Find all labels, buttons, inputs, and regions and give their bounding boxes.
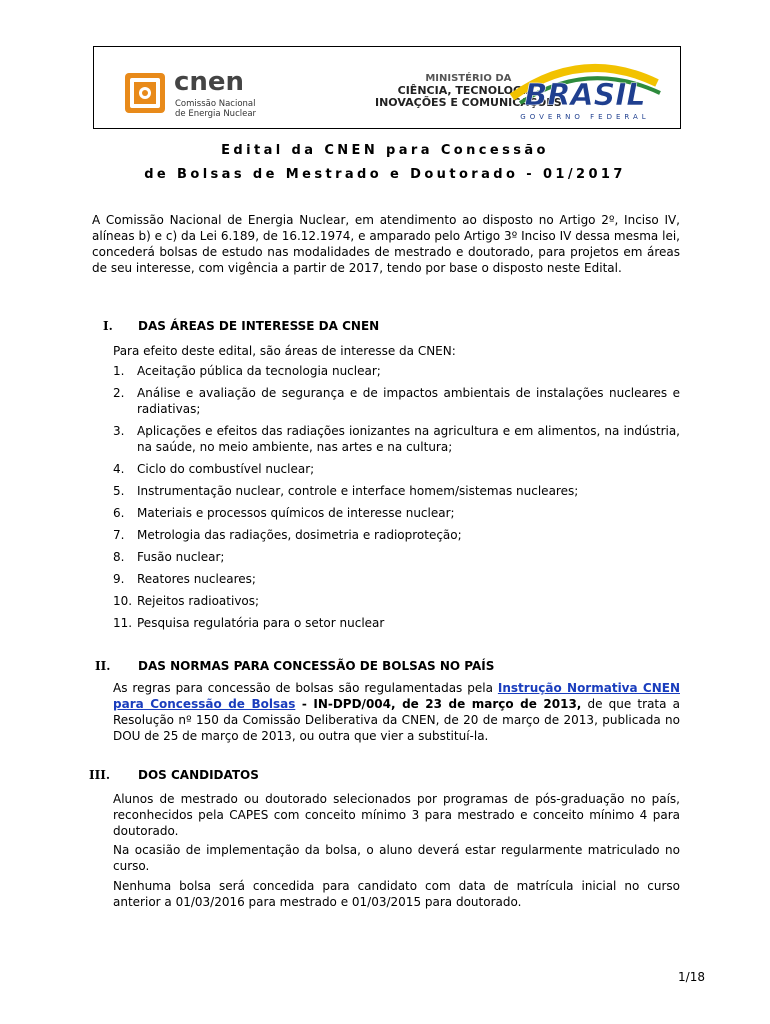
item-number: 4. — [113, 462, 125, 476]
ministry-line: CIÊNCIA, TECNOLOGIA, — [397, 84, 540, 97]
list-item — [113, 527, 680, 543]
item-text: Aplicações e efeitos das radiações ionizantes na agricultura e em alimentos, na indústria, na saúde, no meio ambiente, nas artes e na cultura; — [137, 424, 680, 454]
section-heading: DOS CANDIDATOS — [138, 768, 259, 782]
item-text: Reatores nucleares; — [137, 572, 256, 586]
section-lead: Para efeito deste edital, são áreas de interesse da CNEN: — [113, 344, 456, 358]
section-number: III. — [89, 768, 111, 782]
paragraph-bold-text: - IN-DPD/004, de 23 de março de 2013, — [295, 697, 582, 711]
brasil-logo-icon — [492, 53, 674, 125]
ministry-line: MINISTÉRIO DA — [425, 73, 512, 84]
list-item — [113, 363, 680, 379]
item-number: 11. — [113, 616, 133, 630]
document-title: de Bolsas de Mestrado e Doutorado - 01/2017 — [144, 167, 626, 182]
section-paragraph: Nenhuma bolsa será concedida para candidato com data de matrícula inicial no curso anterior a 01/03/2016 para mestrado e 01/03/2015 para doutorado. — [113, 879, 680, 909]
item-number: 6. — [113, 506, 125, 520]
instruction-normativa-link[interactable]: Instrução Normativa CNEN para Concessão de Bolsas — [113, 681, 680, 711]
item-number: 8. — [113, 550, 125, 564]
interest-areas-list — [113, 363, 680, 637]
item-text: Instrumentação nuclear, controle e interface homem/sistemas nucleares; — [137, 484, 579, 498]
item-number: 7. — [113, 528, 125, 542]
cnen-logo-icon — [125, 73, 165, 113]
item-number: 5. — [113, 484, 125, 498]
cnen-wordmark: cnen — [174, 67, 245, 97]
item-number: 2. — [113, 386, 125, 400]
list-item — [113, 571, 680, 587]
section-paragraph: Na ocasião de implementação da bolsa, o aluno deverá estar regularmente matriculado no curso. — [113, 843, 680, 873]
item-text: Ciclo do combustível nuclear; — [137, 462, 315, 476]
page-number: 1/18 — [678, 970, 705, 984]
list-item — [113, 593, 680, 609]
paragraph-text: de que trata a Resolução nº 150 da Comissão Deliberativa da CNEN, de 20 de março de 2013, publicada no DOU de 25 de março de 2013, ou outra que vier a substituí-la. — [113, 697, 680, 743]
item-text: Rejeitos radioativos; — [137, 594, 260, 608]
brasil-subtitle: GOVERNO FEDERAL — [520, 113, 650, 121]
intro-paragraph: A Comissão Nacional de Energia Nuclear, em atendimento ao disposto no Artigo 2º, Inciso IV, alíneas b) e c) da Lei 6.189, de 16.12.1974, e amparado pelo Artigo 3º Inciso IV dessa mesma lei, concederá bolsas de estudo nas modalidades de mestrado e doutorado, para projetos em áreas de seu interesse, com vigência a partir de 2017, tendo por base o disposto neste Edital. — [92, 213, 680, 275]
item-text: Metrologia das radiações, dosimetria e radioproteção; — [137, 528, 462, 542]
ministry-line: INOVAÇÕES E COMUNICAÇÕES — [375, 96, 562, 109]
cnen-subtitle-line: Comissão Nacional — [175, 99, 256, 109]
header-banner — [93, 46, 681, 129]
item-text: Materiais e processos químicos de interesse nuclear; — [137, 506, 455, 520]
section-heading: DAS NORMAS PARA CONCESSÃO DE BOLSAS NO PAÍS — [138, 659, 495, 673]
section-number: I. — [103, 319, 113, 333]
section-paragraph: Alunos de mestrado ou doutorado selecionados por programas de pós-graduação no país, reconhecidos pela CAPES com conceito mínimo 3 para mestrado e conceito mínimo 4 para doutorado. — [113, 792, 680, 838]
item-number: 10. — [113, 594, 133, 608]
item-text: Aceitação pública da tecnologia nuclear; — [137, 364, 381, 378]
item-number: 3. — [113, 424, 125, 438]
item-text: Fusão nuclear; — [137, 550, 225, 564]
section-paragraph — [113, 680, 680, 744]
list-item — [113, 615, 680, 631]
item-text: Análise e avaliação de segurança e de impactos ambientais de instalações nucleares e radiativas; — [137, 386, 680, 416]
brasil-wordmark: BRASIL — [524, 78, 646, 113]
document-title: Edital da CNEN para Concessão — [221, 143, 549, 158]
list-item — [113, 423, 680, 455]
list-item — [113, 505, 680, 521]
cnen-subtitle-line: de Energia Nuclear — [175, 109, 257, 119]
list-item — [113, 385, 680, 417]
item-number: 9. — [113, 572, 125, 586]
list-item — [113, 461, 680, 477]
section-number: II. — [95, 659, 111, 673]
item-text: Pesquisa regulatória para o setor nuclear — [137, 616, 385, 630]
cnen-subtitle — [175, 99, 256, 119]
item-number: 1. — [113, 364, 125, 378]
section-heading: DAS ÁREAS DE INTERESSE DA CNEN — [138, 319, 380, 333]
list-item — [113, 549, 680, 565]
paragraph-text: As regras para concessão de bolsas são regulamentadas pela — [113, 681, 498, 695]
list-item — [113, 483, 680, 499]
